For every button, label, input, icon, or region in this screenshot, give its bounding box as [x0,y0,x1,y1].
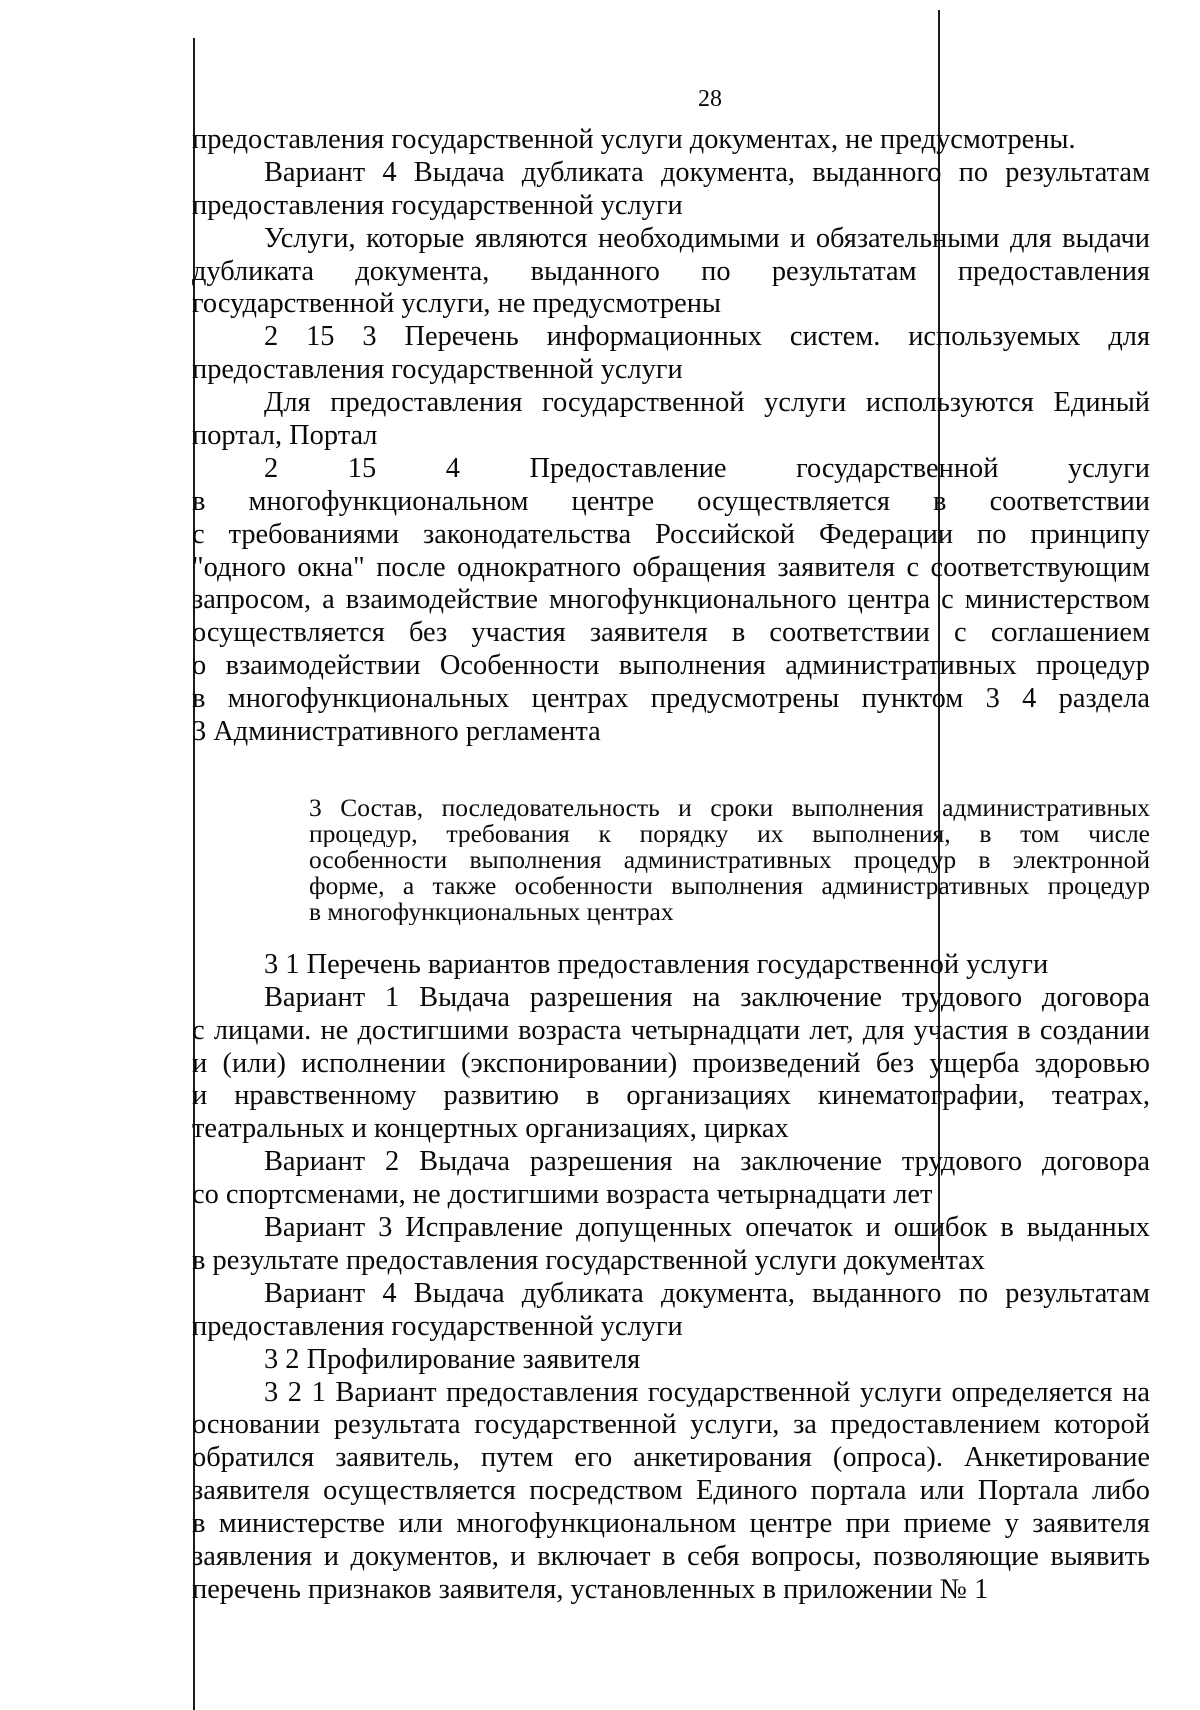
text-line: осуществляется без участия заявителя в соответствии с соглашением [192,617,1150,649]
text-line: дубликата документа, выданного по результатам предоставления [192,255,1150,287]
section-heading [309,795,1150,925]
paragraphs-before-heading [192,124,1150,749]
text-line: 3 Административного регламента [192,716,601,748]
text-line: государственной услуги, не предусмотрены [192,288,721,320]
text-line: в многофункциональных центрах предусмотрены пунктом 3 4 раздела [192,683,1150,715]
text-line: в многофункциональном центре осуществляется в соответствии [192,485,1150,517]
text-line: заявления и документов, и включает в себя вопросы, позволяющие выявить [192,1540,1150,1572]
heading-line: 3 Состав, последовательность и сроки выполнения административных [309,794,1150,821]
text-line: и нравственному развитию в организациях кинематографии, театрах, [192,1080,1150,1112]
text-line: предоставления государственной услуги документах, не предусмотрены. [192,124,1076,155]
text-line: запросом, а взаимодействие многофункционального центра с министерством [192,584,1150,616]
text-line: предоставления государственной услуги [192,354,683,386]
heading-line: процедур, требования к порядку их выполнения, в том числе [309,820,1150,847]
text-line: со спортсменами, не достигшими возраста четырнадцати лет [192,1179,933,1211]
text-line: Вариант 1 Выдача разрешения на заключение трудового договора [264,981,1150,1013]
text-line: Вариант 4 Выдача дубликата документа, выданного по результатам [264,1277,1150,1309]
text-line: 3 2 1 Вариант предоставления государственной услуги определяется на [264,1376,1150,1408]
text-line: с требованиями законодательства Российской Федерации по принципу [192,518,1150,550]
text-line: с лицами. не достигшими возраста четырнадцати лет, для участия в создании [192,1014,1150,1046]
text-line: Вариант 3 Исправление допущенных опечаток и ошибок в выданных [264,1212,1150,1244]
text-line: портал, Портал [192,420,378,452]
text-line: перечень признаков заявителя, установленных в приложении № 1 [192,1573,989,1605]
text-line: театральных и концертных организациях, цирках [192,1113,789,1145]
text-line: и (или) исполнении (экспонировании) произведений без ущерба здоровью [192,1047,1150,1079]
text-line: Вариант 2 Выдача разрешения на заключение трудового договора [264,1146,1150,1178]
document-body [192,124,1150,1607]
paragraphs-after-heading [192,949,1150,1607]
text-line: 3 2 Профилирование заявителя [264,1343,641,1375]
text-line: о взаимодействии Особенности выполнения административных процедур [192,650,1150,682]
text-line: 3 1 Перечень вариантов предоставления государственной услуги [264,948,1049,980]
text-line: заявителя осуществляется посредством Единого портала или Портала либо [192,1475,1150,1507]
text-line: "одного окна" после однократного обращения заявителя с соответствующим [192,551,1150,583]
text-line: в результате предоставления государственной услуги документах [192,1244,985,1276]
text-line: Услуги, которые являются необходимыми и обязательными для выдачи [264,222,1150,254]
text-line: предоставления государственной услуги [192,189,683,221]
text-line: основании результата государственной услуги, за предоставлением которой [192,1409,1150,1441]
page-number: 28 [698,86,722,112]
heading-line: в многофункциональных центрах [309,898,674,925]
text-line: 2 15 3 Перечень информационных систем. используемых для [264,321,1150,353]
text-line: Вариант 4 Выдача дубликата документа, выданного по результатам [264,156,1150,188]
text-line: предоставления государственной услуги [192,1310,683,1342]
text-line: Для предоставления государственной услуги используются Единый [264,387,1150,419]
text-line: обратился заявитель, путем его анкетирования (опроса). Анкетирование [192,1442,1150,1474]
heading-line: особенности выполнения административных процедур в электронной [309,846,1150,873]
text-line: 2 15 4 Предоставление государственной услуги [264,452,1150,484]
text-line: в министерстве или многофункциональном центре при приеме у заявителя [192,1508,1150,1540]
heading-line: форме, а также особенности выполнения административных процедур [309,872,1150,899]
